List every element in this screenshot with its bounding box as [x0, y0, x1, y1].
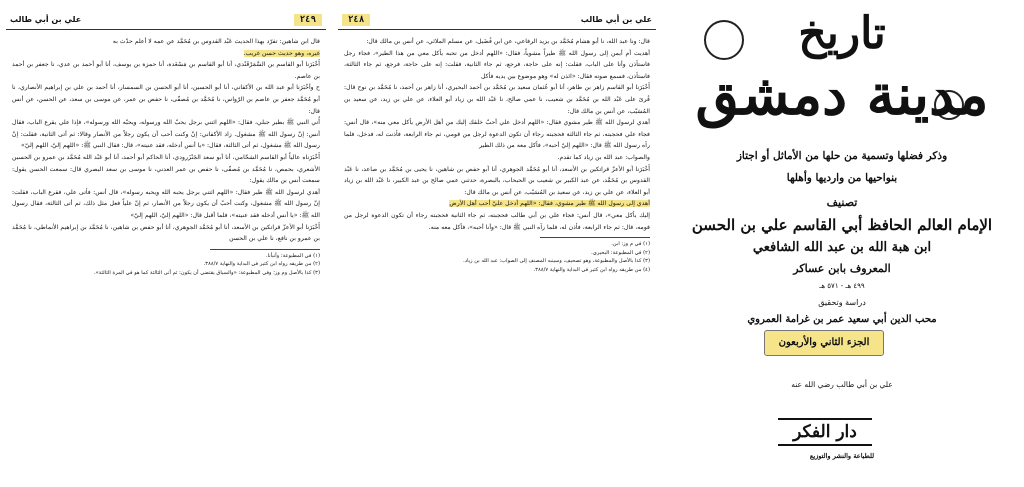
paragraph: أهدي لرسول الله ﷺ طير فقال: «اللهم ائتني برجل يحبه الله ويحبه رسوله»، قال أنس: فأتى علي، فقرع الباب، فقلت: إنّ رسول الله ﷺ مشغول، وكنت أحبّ أن يكون رجلاً من الأنصار، ثم إنّ علياً فعل مثل ذلك، ثم أتى الثالثة، فقال رسول الله ﷺ: «يا أنس أدخله فقد عنيته»، فلما أقبل قال: «اللهم إليّ، اللهم إليّ»: [12, 188, 320, 219]
authorship-label: تصنيف: [826, 196, 858, 209]
footnote: (١) في م وز: ابن.: [611, 241, 650, 248]
publisher-logo: دار الفكر: [778, 418, 872, 446]
footnotes: [6, 252, 326, 278]
volume-subject: علي بن أبي طالب رضي الله عنه: [791, 380, 893, 389]
running-head-title: علي بن أبي طالب: [10, 15, 82, 24]
author-name: الإمام العالم الحافظ أبي القاسم علي بن الحسن: [691, 216, 993, 234]
footnote: (٣) كذا بالأصل والمطبوعة، وهو تصحيف، وسينبه المصنف إلى الصواب: عبد الله بن زياد.: [463, 258, 650, 265]
highlighted-paragraph: [12, 48, 320, 60]
footnote: (٤) من طريقه رواه ابن كثير في البداية والنهاية ٣٨٨/٧.: [533, 266, 650, 273]
paragraph: ح وأخْبَرَنا أبو عبد الله بن الأكفاني، أنا أبو الحسين، أنا أبو الحسن بن السمسار، أنا أحمد بن علي بن إبراهيم الأنصاري، نا أبو مُحَمَّد جعفر بن عاصم بن الرّواس، نا مُحَمَّد بن مُصفّى، نا حفص بن عمر، عن موسى بن سعد، عن الحسن، عن أنس قال:: [12, 84, 320, 115]
highlight: أهدي إلى رسول الله ﷺ طير مشوي، فقال: «اللهم أدخل عليّ أحب أهل الأرض: [449, 200, 650, 208]
footnote-divider: [540, 237, 650, 238]
author-name-line-2: ابن هبة الله بن عبد الله الشافعي: [752, 240, 932, 255]
paragraph: أهديت أم أيمن إلى رسول الله ﷺ طيراً مشوياً، فقال: «اللهم أدخل من تحبه يأكل معي من هذا الطير»، فجاء رجل فاستأذن وأنا على الباب، فقلت: إنه على حاجة، فرجع، ثم جاء الثانية، فقلت: إنه على حاجة، فرجع، ثم جاء الثالثة، فاستأذن، فسمع صوته فقال: «ائذن له» وهو موضوع بين يديه فأكل: [344, 49, 650, 80]
footnote-divider: [210, 249, 320, 250]
cover-subtitle: وذكر فضلها وتسمية من حلها من الأماثل أو اجتاز: [736, 150, 948, 162]
page-body: [6, 30, 326, 245]
paragraph: أَخْبَرَناه عالياً أبو القاسم الشحّامي، أنا أبو سعد الجَنْزَرودي، أنا الحاكم أبو أحمد، أنا أبو عَبْد الله مُحَمَّد بن عمرو بن الحسين الأشعري، بحمص، نا مُحَمَّد بن مُصفّى، نا حفص بن عمر العدني، نا موسى بن سعد البصري قال: سمعت الحسن يقول: سمعت أنس بن مالك يقول:: [12, 153, 320, 185]
author-dates: ٤٩٩ هـ - ٥٧١ هـ: [819, 282, 865, 290]
editor-name: محب الدين أبي سعيد عمر بن غرامة العمروي: [747, 314, 937, 325]
paragraph: قال: ونا عبد الله، نا أبو هشام مُحَمَّد بن يزيد الرفاعي، عن ابن فُضَيل، عن مسلم الملائي، عن أنس بن مالك قال:: [366, 38, 650, 45]
page-number: ٢٤٩: [294, 14, 322, 26]
cover-subtitle-line-2: بنواحيها من وارديها وأهلها: [786, 172, 898, 184]
study-label: دراسة وتحقيق: [818, 298, 866, 307]
page-number: ٢٤٨: [342, 14, 370, 26]
footnote: (٣) كذا بالأصل وم وز؛ وفي المطبوعة: «والسياق يقتضي أن يكون: ثم أتى الثالثة كما هو في المرة الثالثة».: [93, 269, 320, 276]
running-header: [338, 10, 656, 30]
paragraph: والصواب: عبد الله بن زياد كما تقدم.: [557, 153, 650, 161]
page-body: [338, 30, 656, 233]
author-known-as: المعروف بابن عساكر: [793, 262, 891, 275]
book-page-248: [338, 10, 656, 480]
paragraph: أُتي النبي ﷺ بطير جبلي، فقال: «اللهم ائتني برجل يحبّ الله ورسوله، ويحبّه الله ورسوله»، فإذا علي يقرع الباب، فقال أنس: إنّ رسول الله ﷺ مشغول. زاد الأكفاني: إنّ وكنت أحب أن يكون رجلاً من الأنصار وقالا: ثم أتى الثانية، فقلت: إنّ رسول الله ﷺ مشغول، ثم أتى الثالثة، فقال: «يا أنس أدخله، فقد عنيته»، قال: فقال النبي ﷺ: «اللهم إليّ، اللهم إليّ»: [12, 119, 320, 150]
cover-page: [664, 0, 1020, 487]
paragraph: أَخْبَرَنا أبو القاسم زاهر بن طاهر، أنا أبو عُثمان سعيد بن مُحَمَّد بن أحمد البحيري، أنا زاهر بن أحمد، نا مُحَمَّد بن نوح قال: قُرئ على عَبْد الله بن مُحَمَّد بن شعيب، نا عمي صالح، نا عَبْد الله بن زياد أبو العلاء، عن علي بن زيد، عن سعيد بن المُسَيّب، عن أنس بن مالك قال:: [344, 84, 650, 115]
footnote: (٢) في المطبوعة: البحيري.: [591, 249, 650, 256]
highlight: غيره، وهو حديث حسن غريب.: [243, 49, 320, 57]
cover-title-line-2: مدينة دمشق: [695, 62, 989, 128]
paragraph: إليك يأكل معي»، قال أنس: فجاء علي بن أبي طالب فحجبته، ثم جاء الثانية فحجبته رجاء أن تكون الدعوة لرجل من قومه، قال: ثم جاء الرابعة، فأذن له، فلما رآه النبي ﷺ قال: «وأنا أحبه»، فأكل معه منه.: [344, 211, 650, 231]
paragraph: أَخْبَرَنا أبو الأعزّ قراتكين بن الأسعد، أنا أبو مُحَمَّد الجوهري، أنا أبو حفص بن شاهين، نا مُحَمَّد بن إبراهيم الأنماطي، نا مُحَمَّد بن عمرو بن نافع، نا علي بن الحسن: [12, 223, 320, 243]
running-head-title: علي بن أبي طالب: [580, 15, 652, 24]
paragraph: قال ابن شاهين: تفرّد بهذا الحديث عَبْد القدوس بن مُحَمَّد عن عمه لا أعلم حدّث به: [112, 38, 320, 45]
cover-title: تاريخ: [798, 8, 886, 59]
paragraph: أَخْبَرَنا أبو الأعزّ قراتكين بن الأسعد، أنا أبو مُحَمَّد الجوهري، أنا أبو حفص بن شاهين، نا يحيى بن مُحَمَّد بن صاعد، نا عَبْد القدوس بن مُحَمَّد، عن عبد الكبير بن شعيب بن الحبحاب، بالبصرة، حدثني عمي صالح بن عبد الكبير، نا عَبْد الله بن زياد أبو العلاء، عن علي بن زيد، عن سعيد بن المُسَيّب، عن أنس بن مالك قال:: [344, 165, 650, 196]
running-header: [6, 10, 326, 30]
footnote: (٢) من طريقه رواه ابن كثير في البداية والنهاية ٣٨٨/٧.: [203, 261, 320, 268]
publisher-line: للطباعة والنشر والتوزيع: [809, 452, 875, 460]
paragraph: أهدي لرسول الله ﷺ طير مشوي فقال: «اللهم أدخل علي أحبّ خلقك إليك من أهل الأرض يأكل معي منه»، قال أنس: فجاء علي فحجبته، ثم جاء الثالثة فحجبته رجاء أن تكون الدعوة لرجل من قومي، ثم جاء الرابعة، فأذنت له، فدخل، فلما رآه رسول الله ﷺ قال: «اللهم إليّ أحبه»، فأكل معه من ذلك الطير: [344, 119, 650, 150]
footnote: (١) في المطبوعة: وأنبأنا.: [266, 252, 320, 259]
paragraph: أَخْبَرَنا أبو القاسم بن السَّمَرْقَنْدي، أنا أبو القاسم بن مَسْعَدة، أنا حمزة بن يوسف، أنا أبو أحمد بن عدي، نا جعفر بن أحمد بن عاصم.: [12, 61, 320, 80]
highlighted-paragraph: [344, 198, 650, 210]
volume-badge: الجزء الثاني والأربعون: [764, 330, 884, 356]
footnotes: [338, 240, 656, 274]
book-page-249: [6, 10, 326, 480]
